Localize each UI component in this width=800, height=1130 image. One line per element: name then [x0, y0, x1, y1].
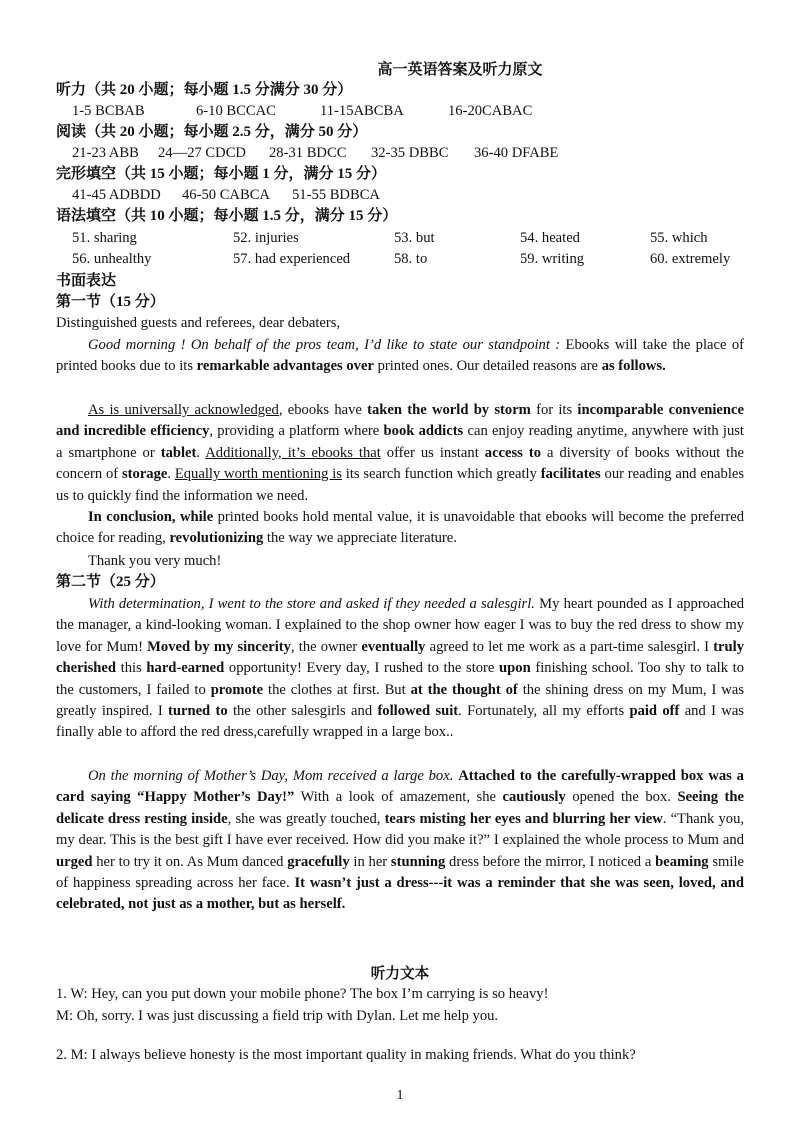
listening-header: 听力（共 20 小题；每小题 1.5 分满分 30 分） [56, 82, 353, 98]
listening-answers [72, 101, 744, 122]
essay1-paragraph: In conclusion, while printed books hold mental value, it is unavoidable that ebooks will become the preferred choice for reading, revolutionizing the way we appreciate literature. [56, 509, 744, 547]
listening-answer: 1-5 BCBAB [72, 103, 145, 119]
grammar-answers [72, 228, 752, 270]
essay1-closing: Thank you very much! [88, 553, 222, 569]
reading-answer: 28-31 BDCC [269, 145, 347, 161]
grammar-answer: 58. to [394, 251, 428, 267]
section1-header: 第一节（15 分） [56, 294, 165, 310]
essay1-paragraph: Good morning ! On behalf of the pros team, I’d like to state our standpoint : Ebooks will take the place of printed books due to its remarkable advantages over printed ones. Our detailed reasons are as follows. [56, 337, 745, 375]
grammar-header: 语法填空（共 10 小题；每小题 1.5 分，满分 15 分） [56, 208, 398, 224]
page-number: 1 [396, 1088, 404, 1103]
grammar-answer: 55. which [650, 230, 708, 246]
grammar-answer: 53. but [394, 230, 435, 246]
transcript-line: 2. M: I always believe honesty is the most important quality in making friends. What do you think? [56, 1047, 636, 1063]
essay1-salutation: Distinguished guests and referees, dear debaters, [56, 315, 341, 331]
grammar-answer: 56. unhealthy [72, 251, 152, 267]
transcript-line: M: Oh, sorry. I was just discussing a field trip with Dylan. Let me help you. [56, 1008, 499, 1024]
grammar-answer: 54. heated [520, 230, 580, 246]
reading-header: 阅读（共 20 小题；每小题 2.5 分，满分 50 分） [56, 124, 368, 140]
reading-answer: 21-23 ABB [72, 145, 139, 161]
listening-answer: 6-10 BCCAC [196, 103, 276, 119]
grammar-answer: 52. injuries [233, 230, 299, 246]
cloze-answer: 51-55 BDBCA [292, 187, 380, 203]
cloze-header: 完形填空（共 15 小题；每小题 1 分，满分 15 分） [56, 166, 387, 182]
listening-answer: 16-20CABAC [448, 103, 533, 119]
essay2-paragraph: With determination, I went to the store and asked if they needed a salesgirl. My heart pounded as I approached the manager, a kind-looking woman. I explained to the shop owner how eager I was to buy the red dress to show my love for Mum! Moved by my sincerity, the owner eventually agreed to let me work as a part-time salesgirl. I truly cherished this hard-earned opportunity! Every day, I rushed to the store upon finishing school. Too shy to talk to the customers, I failed to promote the clothes at first. But at the thought of the shining dress on my Mum, I was greatly inspired. I turned to the other salesgirls and followed suit. Fortunately, all my efforts paid off and I was finally able to afford the red dress,carefully wrapped in a large box.. [56, 596, 745, 741]
grammar-answer: 51. sharing [72, 230, 137, 246]
reading-answer: 24—27 CDCD [158, 145, 246, 161]
cloze-answers [72, 185, 744, 206]
essay1-paragraph: As is universally acknowledged, ebooks have taken the world by storm for its incomparable convenience and incredible efficiency, providing a platform where book addicts can enjoy reading anytime, anywhere with just a smartphone or tablet. Additionally, it’s ebooks that offer us instant access to a diversity of books without the concern of storage. Equally worth mentioning is its search function which greatly facilitates our reading and enables us to quickly find the information we need. [56, 402, 745, 504]
page-title: 高一英语答案及听力原文 [377, 62, 543, 78]
cloze-answer: 46-50 CABCA [182, 187, 270, 203]
reading-answer: 36-40 DFABE [474, 145, 559, 161]
grammar-answer: 59. writing [520, 251, 585, 267]
transcript-header: 听力文本 [370, 966, 430, 982]
section2-header: 第二节（25 分） [56, 574, 165, 590]
essay2-paragraph: On the morning of Mother’s Day, Mom received a large box. Attached to the carefully-wrapped box was a card saying “Happy Mother’s Day!” With a look of amazement, she cautiously opened the box. Seeing the delicate dress resting inside, she was greatly touched, tears misting her eyes and blurring her view. “Thank you, my dear. This is the best gift I have ever received. How did you make it?” I explained the whole process to Mum and urged her to try it on. As Mum danced gracefully in her stunning dress before the mirror, I noticed a beaming smile of happiness spreading across her face. It wasn’t just a dress---it was a reminder that she was seen, loved, and celebrated, not just as a mother, but as herself. [56, 768, 745, 913]
grammar-answer: 60. extremely [650, 251, 731, 267]
listening-answer: 11-15ABCBA [320, 103, 404, 119]
reading-answers [72, 143, 744, 164]
transcript-line: 1. W: Hey, can you put down your mobile phone? The box I’m carrying is so heavy! [56, 986, 549, 1002]
cloze-answer: 41-45 ADBDD [72, 187, 161, 203]
grammar-answer: 57. had experienced [233, 251, 351, 267]
writing-header: 书面表达 [56, 273, 117, 289]
reading-answer: 32-35 DBBC [371, 145, 449, 161]
